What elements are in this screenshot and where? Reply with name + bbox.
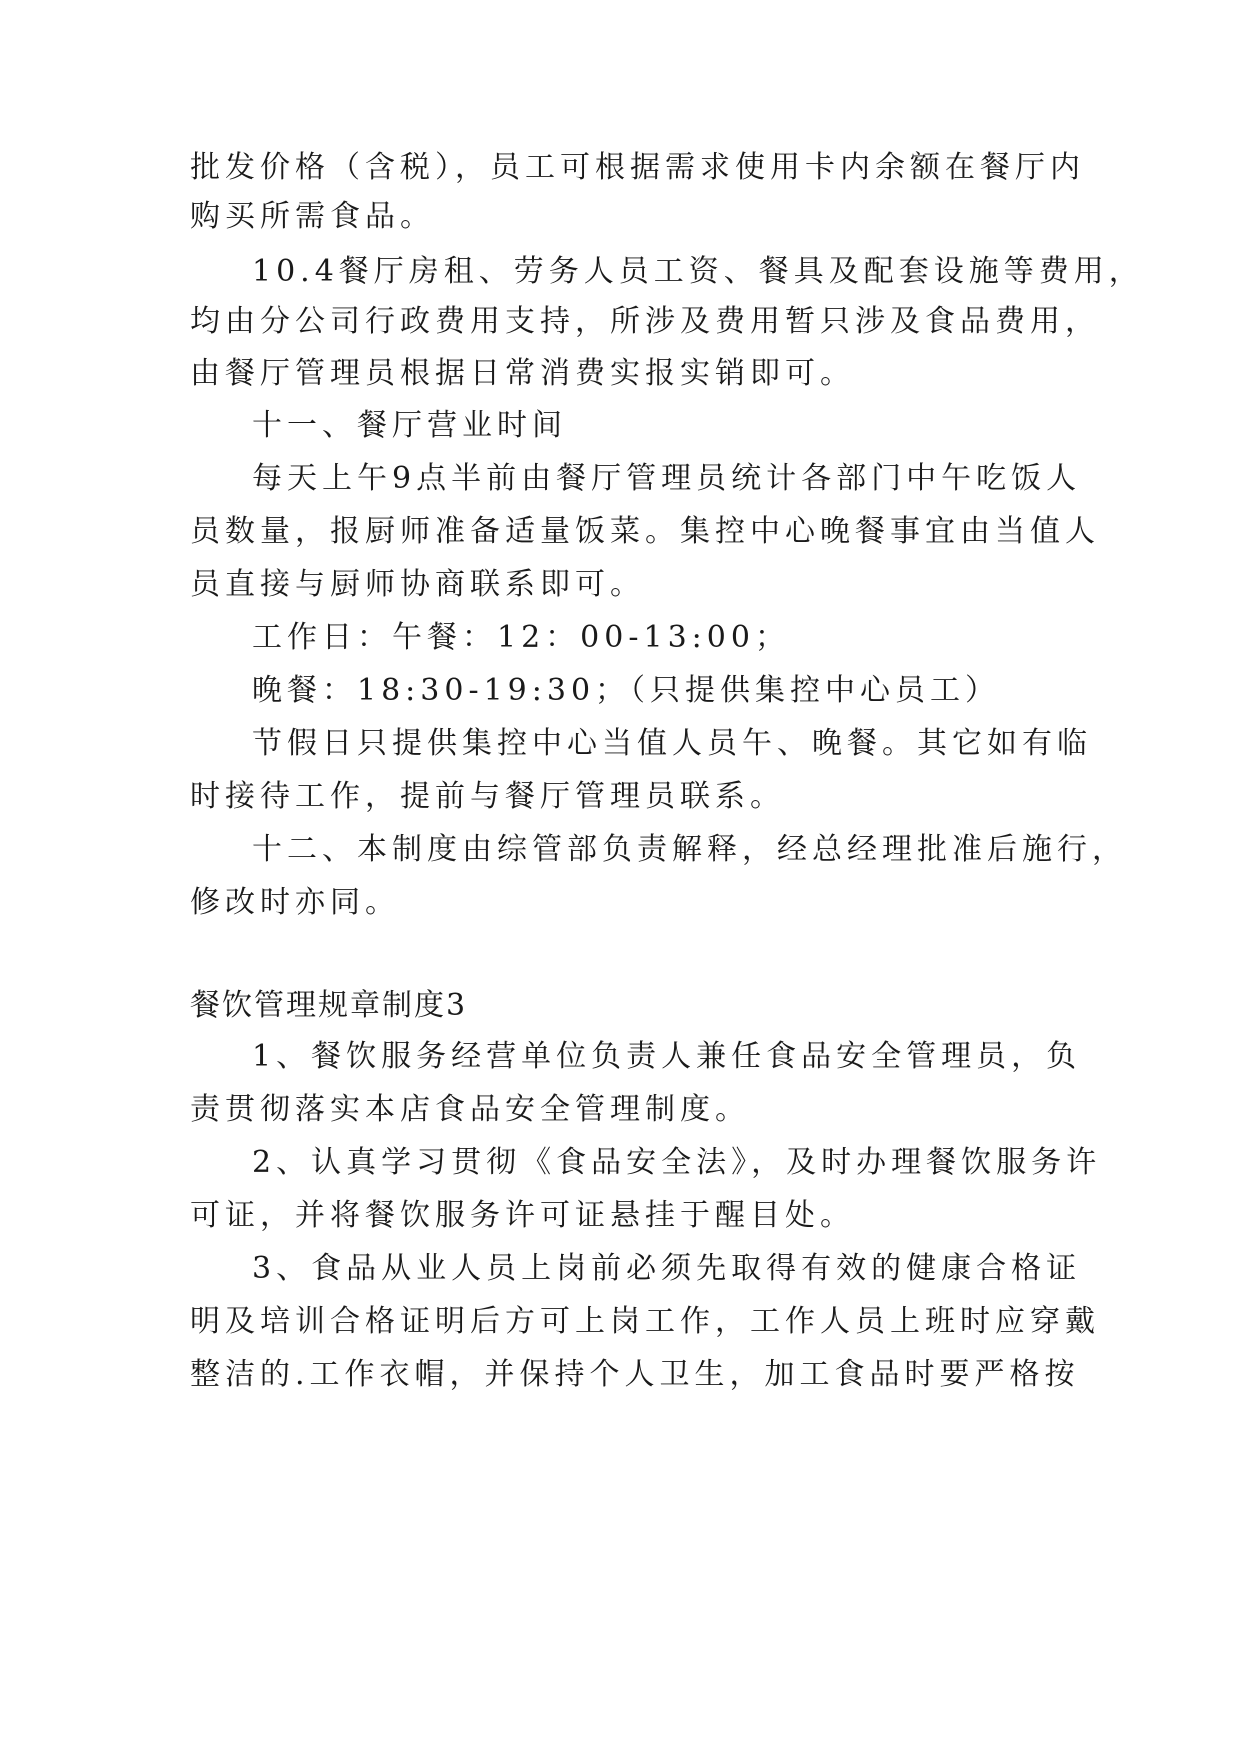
text-line: 晚餐：18:30-19:30；（只提供集控中心员工） — [252, 673, 1001, 708]
text-line: 批发价格（含税），员工可根据需求使用卡内余额在餐厅内 — [190, 150, 1085, 185]
text-line: 由餐厅管理员根据日常消费实报实销即可。 — [190, 356, 855, 391]
document-title: 餐饮管理规章制度3 — [190, 988, 468, 1023]
text-line: 节假日只提供集控中心当值人员午、晚餐。其它如有临 — [252, 726, 1092, 761]
text-line: 1、餐饮服务经营单位负责人兼任食品安全管理员，负 — [252, 1039, 1082, 1074]
text-line: 工作日：午餐：12：00-13:00； — [252, 620, 790, 655]
text-line: 整洁的.工作衣帽，并保持个人卫生，加工食品时要严格按 — [190, 1357, 1080, 1392]
text-line: 可证，并将餐饮服务许可证悬挂于醒目处。 — [190, 1198, 855, 1233]
text-line: 十二、本制度由综管部负责解释，经总经理批准后施行， — [252, 832, 1127, 867]
text-line: 每天上午9点半前由餐厅管理员统计各部门中午吃饭人 — [252, 461, 1082, 496]
text-line: 明及培训合格证明后方可上岗工作，工作人员上班时应穿戴 — [190, 1304, 1100, 1339]
text-line: 员数量，报厨师准备适量饭菜。集控中心晚餐事宜由当值人 — [190, 514, 1100, 549]
text-line: 3、食品从业人员上岗前必须先取得有效的健康合格证 — [252, 1251, 1082, 1286]
text-line: 购买所需食品。 — [190, 199, 435, 234]
text-line: 时接待工作，提前与餐厅管理员联系。 — [190, 779, 785, 814]
text-line: 2、认真学习贯彻《食品安全法》，及时办理餐饮服务许 — [252, 1145, 1102, 1180]
text-line: 员直接与厨师协商联系即可。 — [190, 567, 645, 602]
text-line: 修改时亦同。 — [190, 885, 400, 920]
text-line: 10.4餐厅房租、劳务人员工资、餐具及配套设施等费用， — [252, 254, 1144, 289]
text-line: 均由分公司行政费用支持，所涉及费用暂只涉及食品费用， — [190, 304, 1100, 339]
text-line: 责贯彻落实本店食品安全管理制度。 — [190, 1092, 750, 1127]
section-heading: 十一、餐厅营业时间 — [252, 408, 567, 443]
